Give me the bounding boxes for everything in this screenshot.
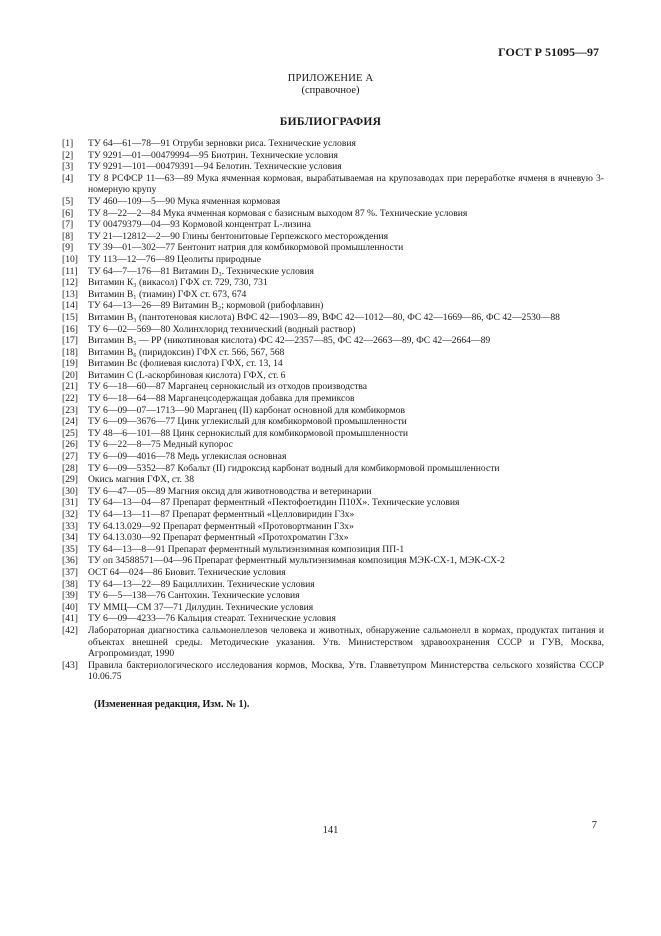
bibliography-item xyxy=(62,161,604,173)
bibliography-item xyxy=(62,451,604,463)
bibliography-item xyxy=(62,150,604,162)
bibliography-item-text: ТУ 64—13—26—89 Витамин B₂; кормовой (рибофлавин) xyxy=(88,300,324,312)
bibliography-item xyxy=(62,439,604,451)
bibliography-item-number: [23] xyxy=(62,404,78,416)
bibliography-item-text: ТУ 6—09—07—1713—90 Марганец (II) карбонат основной для комбикормов xyxy=(88,404,406,416)
appendix-title: ПРИЛОЖЕНИЕ А xyxy=(287,73,374,84)
bibliography-item xyxy=(62,300,604,312)
bibliography-item xyxy=(62,393,604,405)
bibliography-item-text: ТУ 6—5—138—76 Сантохин. Технические условия xyxy=(88,590,300,602)
bibliography-item-number: [14] xyxy=(62,300,78,312)
bibliography-item xyxy=(62,231,604,243)
bibliography-item-text: ТУ 113—12—76—89 Цеолиты природные xyxy=(88,253,261,265)
bibliography-item-text: Правила бактериологического исследования кормов, Москва, Утв. Главветупром Министерства сельского хозяйства СССР 10.06.75 xyxy=(88,659,604,683)
bibliography-item xyxy=(62,660,604,683)
bibliography-item xyxy=(62,555,604,567)
bibliography-item xyxy=(62,579,604,591)
document-code: ГОСТ Р 51095—97 xyxy=(498,45,599,59)
bibliography-item xyxy=(62,370,604,382)
bibliography-item xyxy=(62,544,604,556)
bibliography-item-text: Витамин Bc (фолиевая кислота) ГФХ, ст. 13, 14 xyxy=(88,358,283,370)
bibliography-item xyxy=(62,405,604,417)
bibliography-item-text: ТУ оп 34588571—04—96 Препарат ферментный мультиэнзимная композиция МЭК-СХ-1, МЭК-СХ-2 xyxy=(88,555,505,567)
bibliography-item-text: Витамин B₃ (пантотеновая кислота) ВФС 42—1903—89, ВФС 42—1012—80, ФС 42—1669—86, ФС 42—2530—88 xyxy=(88,311,560,323)
bibliography-item xyxy=(62,521,604,533)
bibliography-item xyxy=(62,509,604,521)
bibliography-item xyxy=(62,497,604,509)
bibliography-item-text: ТУ 48—6—101—88 Цинк сернокислый для комбикормовой промышленности xyxy=(88,427,409,439)
bibliography-item-number: [36] xyxy=(62,555,78,567)
page-number: 141 xyxy=(322,825,339,836)
bibliography-item-text: ТУ 9291—101—00479391—94 Белотин. Технические условия xyxy=(88,161,342,173)
bibliography-item xyxy=(62,381,604,393)
bibliography-item-number: [13] xyxy=(62,288,78,300)
bibliography-item-text: ТУ 6—09—3676—77 Цинк углекислый для комбикормовой промышленности xyxy=(88,416,407,428)
bibliography-item-text: ТУ 64.13.029—92 Препарат ферментный «Протовортманин Г3х» xyxy=(88,520,354,532)
bibliography-item-number: [4] xyxy=(62,172,74,184)
bibliography-item-number: [12] xyxy=(62,277,78,289)
bibliography-item-number: [40] xyxy=(62,601,78,613)
bibliography-item-text: ТУ 64—13—22—89 Бациллихин. Технические условия xyxy=(88,578,315,590)
bibliography-item-text: ТУ 6—09—4016—78 Медь углекислая основная xyxy=(88,451,287,463)
bibliography-item xyxy=(62,208,604,220)
bibliography-item-text: ТУ 64—61—78—91 Отруби зерновки риса. Технические условия xyxy=(88,138,356,149)
bibliography-item-text: ОСТ 64—024—86 Биовит. Технические условия xyxy=(88,566,286,578)
bibliography-item-number: [10] xyxy=(62,253,78,265)
bibliography-item-number: [11] xyxy=(62,265,78,277)
bibliography-item-text: ТУ 460—109—5—90 Мука ячменная кормовая xyxy=(88,195,281,207)
bibliography-item xyxy=(62,266,604,278)
bibliography-item-number: [32] xyxy=(62,509,78,520)
bibliography-item xyxy=(62,219,604,231)
bibliography-item-number: [42] xyxy=(62,624,78,636)
bibliography-item-number: [28] xyxy=(62,462,78,474)
bibliography-item-text: ТУ 64—7—176—81 Витамин D₃. Технические условия xyxy=(88,265,314,277)
amendment-note: (Измененная редакция, Изм. № 1). xyxy=(94,699,250,710)
bibliography-item xyxy=(62,289,604,301)
bibliography-item-number: [34] xyxy=(62,532,78,544)
bibliography-item-number: [18] xyxy=(62,346,78,358)
bibliography-item-number: [22] xyxy=(62,393,78,405)
bibliography-item-number: [3] xyxy=(62,161,74,173)
bibliography-item-text: ТУ 9291—01—00479994—95 Биотрин. Технические условия xyxy=(88,149,338,161)
bibliography-item-number: [1] xyxy=(62,138,74,149)
bibliography-item xyxy=(62,474,604,486)
corner-page-number: 7 xyxy=(591,820,597,831)
bibliography-item xyxy=(62,567,604,579)
bibliography-item-number: [27] xyxy=(62,451,78,463)
bibliography-item xyxy=(62,428,604,440)
bibliography-item-number: [17] xyxy=(62,335,78,347)
bibliography-item xyxy=(62,138,604,150)
bibliography-item-text: ТУ 8 РСФСР 11—63—89 Мука ячменная кормовая, вырабатываемая на крупозаводах при переработке ячменя в ячневую 3-номерную крупу xyxy=(88,172,604,196)
bibliography-item-number: [8] xyxy=(62,230,74,242)
bibliography-item-number: [33] xyxy=(62,520,78,532)
bibliography-item-number: [26] xyxy=(62,439,78,451)
bibliography-item-number: [41] xyxy=(62,613,78,625)
bibliography-item xyxy=(62,254,604,266)
bibliography-item xyxy=(62,277,604,289)
bibliography-item-number: [21] xyxy=(62,381,78,393)
bibliography-item-text: ТУ 6—47—05—89 Магния оксид для животноводства и ветеринарии xyxy=(88,485,372,497)
bibliography-item-number: [5] xyxy=(62,195,74,207)
bibliography-item xyxy=(62,242,604,254)
bibliography-item-number: [39] xyxy=(62,590,78,602)
bibliography-item-text: ТУ 00479379—04—93 Кормовой концентрат L-лизина xyxy=(88,219,311,231)
bibliography-item xyxy=(62,463,604,475)
bibliography-item-number: [37] xyxy=(62,566,78,578)
bibliography-item-text: ТУ 64—13—04—87 Препарат ферментный «Пектофоетидин П10Х». Технические условия xyxy=(88,497,460,509)
bibliography-item-text: ТУ 6—09—4233—76 Кальция стеарат. Технические условия xyxy=(88,613,336,625)
bibliography-item xyxy=(62,416,604,428)
bibliography-item-number: [38] xyxy=(62,578,78,590)
bibliography-list xyxy=(62,138,604,683)
bibliography-item xyxy=(62,590,604,602)
bibliography-item-number: [25] xyxy=(62,427,78,439)
bibliography-item-text: ТУ 6—09—5352—87 Кобальт (II) гидроксид карбонат водный для комбикормовой промышленности xyxy=(88,462,500,474)
bibliography-item-text: Окись магния ГФХ, ст. 38 xyxy=(88,474,195,486)
bibliography-item-number: [19] xyxy=(62,358,78,370)
bibliography-item-text: ТУ 6—18—60—87 Марганец сернокислый из отходов производства xyxy=(88,381,368,393)
bibliography-item-number: [7] xyxy=(62,219,74,231)
bibliography-item-number: [2] xyxy=(62,149,74,161)
bibliography-item-number: [30] xyxy=(62,485,78,497)
bibliography-item-number: [16] xyxy=(62,323,78,335)
bibliography-item-number: [6] xyxy=(62,207,74,219)
bibliography-item-text: ТУ 39—01—302—77 Бентонит натрия для комбикормовой промышленности xyxy=(88,242,404,254)
bibliography-item-number: [20] xyxy=(62,369,78,381)
bibliography-item-text: Витамин B₁ (тиамин) ГФХ ст. 673, 674 xyxy=(88,288,247,300)
bibliography-item xyxy=(62,625,604,660)
bibliography-item-text: Витамин B₅ — РР (никотиновая кислота) ФС 42—2357—85, ФС 42—2663—89, ФС 42—2664—89 xyxy=(88,335,491,347)
bibliography-item-text: ТУ 21—12812—2—90 Глины бентонитовые Герпежского месторождения xyxy=(88,230,389,242)
bibliography-item xyxy=(62,312,604,324)
appendix-note: (справочное) xyxy=(301,85,360,96)
bibliography-item-text: Витамин С (L-аскорбиновая кислота) ГФХ, ст. 6 xyxy=(88,369,286,381)
bibliography-item-number: [24] xyxy=(62,416,78,428)
bibliography-item-number: [31] xyxy=(62,497,78,509)
bibliography-item-text: ТУ 64—13—8—91 Препарат ферментный мультиэнзимная композиция ПП-1 xyxy=(88,543,405,555)
bibliography-item xyxy=(62,486,604,498)
bibliography-item-text: ТУ 6—22—8—75 Медный купорос xyxy=(88,439,233,451)
bibliography-item-text: Лабораторная диагностика сальмонеллезов человека и животных, обнаружение сальмонелл в кормах, продуктах питания и объектах внешней среды. Методические указания. Утв. Министерством здравоохранения СССР и ГУВ, Москва, Агропромиздат, 1990 xyxy=(88,624,604,660)
bibliography-item xyxy=(62,358,604,370)
bibliography-item-text: ТУ 64.13.030—92 Препарат ферментный «Протохроматин Г3х» xyxy=(88,532,349,544)
bibliography-item-text: Витамин К₃ (викасол) ГФХ ст. 729, 730, 731 xyxy=(88,277,268,289)
bibliography-item xyxy=(62,196,604,208)
bibliography-item-text: Витамин B₆ (пиридоксин) ГФХ ст. 566, 567, 568 xyxy=(88,346,285,358)
bibliography-item-number: [15] xyxy=(62,311,78,323)
bibliography-item xyxy=(62,602,604,614)
bibliography-item-text: ТУ 6—18—64—88 Марганецсодержащая добавка для премиксов xyxy=(88,393,355,405)
bibliography-item-number: [35] xyxy=(62,543,78,555)
bibliography-item xyxy=(62,324,604,336)
bibliography-item xyxy=(62,532,604,544)
bibliography-title: БИБЛИОГРАФИЯ xyxy=(279,116,382,128)
bibliography-item-number: [9] xyxy=(62,242,74,254)
bibliography-item-text: ТУ 6—02—569—80 Холинхлорид технический (водный раствор) xyxy=(88,323,356,335)
bibliography-item xyxy=(62,335,604,347)
bibliography-item xyxy=(62,347,604,359)
bibliography-item-number: [29] xyxy=(62,474,78,486)
bibliography-item-text: ТУ 64—13—11—87 Препарат ферментный «Целловиридин Г3х» xyxy=(88,509,355,520)
bibliography-item-text: ТУ ММЦ—СМ 37—71 Дилудин. Технические условия xyxy=(88,601,314,613)
bibliography-item-number: [43] xyxy=(62,659,78,671)
bibliography-item-text: ТУ 8—22—2—84 Мука ячменная кормовая с базисным выходом 87 %. Технические условия xyxy=(88,207,468,219)
bibliography-item xyxy=(62,613,604,625)
bibliography-item xyxy=(62,173,604,196)
